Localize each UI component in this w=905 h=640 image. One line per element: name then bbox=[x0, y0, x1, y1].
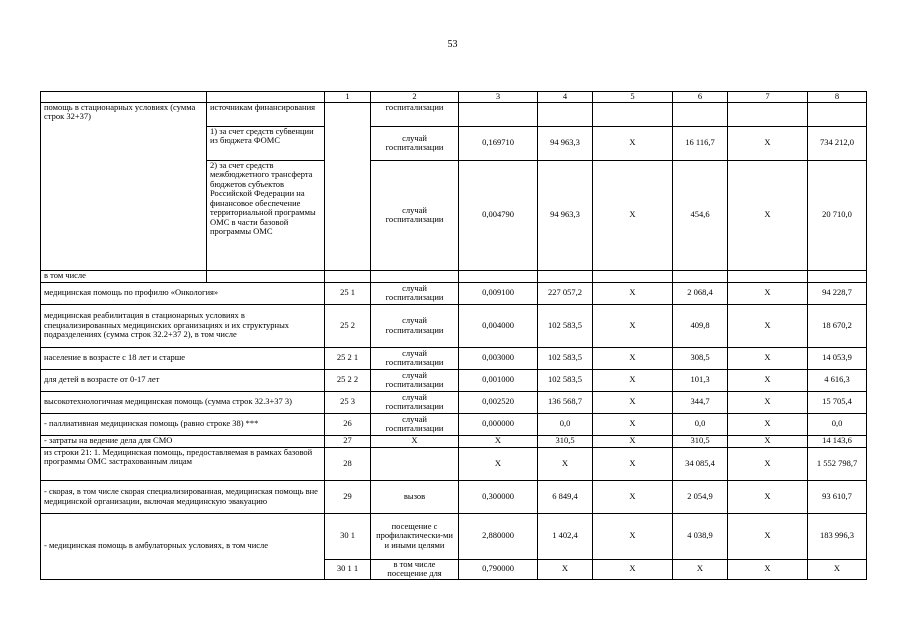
value-cell: X bbox=[728, 391, 808, 413]
row-number-cell: 25 1 bbox=[325, 282, 371, 304]
value-cell: X bbox=[728, 160, 808, 270]
value-cell bbox=[728, 102, 808, 126]
value-cell: X bbox=[728, 435, 808, 447]
value-cell: 16 116,7 bbox=[673, 126, 728, 160]
value-cell: X bbox=[728, 347, 808, 369]
value-cell: 0,002520 bbox=[459, 391, 538, 413]
row-label-ext bbox=[207, 270, 325, 282]
value-cell: 0,300000 bbox=[459, 480, 538, 513]
unit-cell: вызов bbox=[371, 480, 459, 513]
header-cell: 3 bbox=[459, 92, 538, 103]
table-row bbox=[41, 102, 867, 126]
value-cell: 310,5 bbox=[538, 435, 593, 447]
value-cell: 34 085,4 bbox=[673, 447, 728, 480]
value-cell: 0,004000 bbox=[459, 304, 538, 347]
value-cell: 183 996,3 bbox=[808, 513, 867, 559]
header-cell: 6 bbox=[673, 92, 728, 103]
value-cell bbox=[459, 102, 538, 126]
value-cell: X bbox=[593, 160, 673, 270]
table-row bbox=[41, 304, 867, 347]
header-cell: 7 bbox=[728, 92, 808, 103]
value-cell: X bbox=[593, 282, 673, 304]
header-cell: 2 bbox=[371, 92, 459, 103]
table-row bbox=[41, 480, 867, 513]
funding-source: 2) за счет средств межбюджетного трансферта бюджетов субъектов Российской Федерации на финансовое обеспечение территориальной программы ОМС в части базовой программы ОМС bbox=[207, 160, 325, 270]
value-cell: 734 212,0 bbox=[808, 126, 867, 160]
table-row bbox=[41, 347, 867, 369]
value-cell: 2,880000 bbox=[459, 513, 538, 559]
value-cell: 310,5 bbox=[673, 435, 728, 447]
row-number-cell: 30 1 bbox=[325, 513, 371, 559]
unit-cell: случай госпитализации bbox=[371, 369, 459, 391]
value-cell bbox=[593, 102, 673, 126]
value-cell: X bbox=[459, 435, 538, 447]
value-cell: 0,169710 bbox=[459, 126, 538, 160]
row-label: - паллиативная медицинская помощь (равно строке 38) *** bbox=[41, 413, 325, 435]
row-number-cell: 28 bbox=[325, 447, 371, 480]
value-cell: 2 054,9 bbox=[673, 480, 728, 513]
value-cell: 409,8 bbox=[673, 304, 728, 347]
value-cell: X bbox=[459, 447, 538, 480]
value-cell bbox=[673, 102, 728, 126]
value-cell: 4 616,3 bbox=[808, 369, 867, 391]
value-cell bbox=[538, 102, 593, 126]
value-cell: 0,009100 bbox=[459, 282, 538, 304]
value-cell: 102 583,5 bbox=[538, 347, 593, 369]
value-cell: X bbox=[728, 413, 808, 435]
row-number-cell: 30 1 1 bbox=[325, 559, 371, 579]
value-cell: X bbox=[728, 559, 808, 579]
unit-cell: случай госпитализации bbox=[371, 282, 459, 304]
value-cell: X bbox=[538, 559, 593, 579]
value-cell: X bbox=[808, 559, 867, 579]
value-cell: X bbox=[593, 513, 673, 559]
value-cell: 2 068,4 bbox=[673, 282, 728, 304]
column-number-row bbox=[41, 92, 867, 103]
value-cell: 4 038,9 bbox=[673, 513, 728, 559]
row-number-cell bbox=[325, 102, 371, 270]
header-cell: 4 bbox=[538, 92, 593, 103]
unit-cell: в том числе посещение для bbox=[371, 559, 459, 579]
value-cell: 14 053,9 bbox=[808, 347, 867, 369]
value-cell: X bbox=[728, 304, 808, 347]
row-label: - медицинская помощь в амбулаторных условиях, в том числе bbox=[41, 513, 325, 579]
value-cell: 18 670,2 bbox=[808, 304, 867, 347]
table-row bbox=[41, 435, 867, 447]
unit-cell: X bbox=[371, 435, 459, 447]
value-cell: 0,000000 bbox=[459, 413, 538, 435]
row-number-cell: 25 3 bbox=[325, 391, 371, 413]
value-cell bbox=[808, 270, 867, 282]
value-cell: 94 963,3 bbox=[538, 160, 593, 270]
value-cell: 0,001000 bbox=[459, 369, 538, 391]
unit-cell: случай госпитализации bbox=[371, 304, 459, 347]
value-cell: 15 705,4 bbox=[808, 391, 867, 413]
value-cell: X bbox=[593, 347, 673, 369]
unit-cell: случай госпитализации bbox=[371, 347, 459, 369]
page-number: 53 bbox=[447, 39, 458, 50]
table-row bbox=[41, 513, 867, 559]
row-label: из строки 21: 1. Медицинская помощь, предоставляемая в рамках базовой программы ОМС застрахованным лицам bbox=[41, 447, 325, 480]
funding-source: источникам финансирования bbox=[207, 102, 325, 126]
unit-cell: госпитализации bbox=[371, 102, 459, 126]
value-cell: 0,004790 bbox=[459, 160, 538, 270]
value-cell: 344,7 bbox=[673, 391, 728, 413]
unit-cell: случай госпитализации bbox=[371, 413, 459, 435]
unit-cell bbox=[371, 270, 459, 282]
table-row bbox=[41, 413, 867, 435]
header-cell: 8 bbox=[808, 92, 867, 103]
table-row bbox=[41, 282, 867, 304]
row-label: в том числе bbox=[41, 270, 207, 282]
value-cell: X bbox=[728, 513, 808, 559]
value-cell: 102 583,5 bbox=[538, 369, 593, 391]
value-cell bbox=[538, 270, 593, 282]
value-cell: X bbox=[538, 447, 593, 480]
unit-cell bbox=[371, 447, 459, 480]
row-label: - скорая, в том числе скорая специализированная, медицинская помощь вне медицинской организации, включая медицинскую эвакуацию bbox=[41, 480, 325, 513]
table-row bbox=[41, 391, 867, 413]
value-cell: 0,790000 bbox=[459, 559, 538, 579]
funding-source: 1) за счет средств субвенции из бюджета ФОМС bbox=[207, 126, 325, 160]
value-cell: 101,3 bbox=[673, 369, 728, 391]
value-cell: X bbox=[673, 559, 728, 579]
table-row bbox=[41, 447, 867, 480]
row-number-cell: 26 bbox=[325, 413, 371, 435]
value-cell: X bbox=[593, 435, 673, 447]
unit-cell: случай госпитализации bbox=[371, 391, 459, 413]
row-number-cell: 29 bbox=[325, 480, 371, 513]
header-cell-empty bbox=[41, 92, 207, 103]
value-cell: X bbox=[593, 369, 673, 391]
value-cell: X bbox=[728, 369, 808, 391]
value-cell: 0,0 bbox=[538, 413, 593, 435]
value-cell bbox=[808, 102, 867, 126]
row-label: медицинская помощь по профилю «Онкология» bbox=[41, 282, 325, 304]
value-cell bbox=[728, 270, 808, 282]
value-cell: 93 610,7 bbox=[808, 480, 867, 513]
value-cell: 454,6 bbox=[673, 160, 728, 270]
value-cell: X bbox=[593, 391, 673, 413]
value-cell: X bbox=[728, 282, 808, 304]
table-row bbox=[41, 369, 867, 391]
row-label: высокотехнологичная медицинская помощь (сумма строк 32.3+37 3) bbox=[41, 391, 325, 413]
value-cell: X bbox=[593, 126, 673, 160]
value-cell: 94 228,7 bbox=[808, 282, 867, 304]
value-cell: 1 402,4 bbox=[538, 513, 593, 559]
row-label: для детей в возрасте от 0-17 лет bbox=[41, 369, 325, 391]
value-cell: X bbox=[593, 413, 673, 435]
value-cell: 136 568,7 bbox=[538, 391, 593, 413]
value-cell: X bbox=[728, 480, 808, 513]
value-cell bbox=[459, 270, 538, 282]
value-cell: X bbox=[593, 559, 673, 579]
value-cell bbox=[673, 270, 728, 282]
value-cell: 94 963,3 bbox=[538, 126, 593, 160]
header-cell-empty bbox=[207, 92, 325, 103]
value-cell: X bbox=[593, 447, 673, 480]
value-cell: 14 143,6 bbox=[808, 435, 867, 447]
value-cell: 1 552 798,7 bbox=[808, 447, 867, 480]
row-label: население в возрасте с 18 лет и старше bbox=[41, 347, 325, 369]
value-cell: X bbox=[728, 126, 808, 160]
row-number-cell bbox=[325, 270, 371, 282]
value-cell bbox=[593, 270, 673, 282]
value-cell: 0,0 bbox=[673, 413, 728, 435]
row-label: помощь в стационарных условиях (сумма строк 32+37) bbox=[41, 102, 207, 270]
row-number-cell: 25 2 2 bbox=[325, 369, 371, 391]
value-cell: 20 710,0 bbox=[808, 160, 867, 270]
value-cell: 0,0 bbox=[808, 413, 867, 435]
value-cell: 0,003000 bbox=[459, 347, 538, 369]
value-cell: X bbox=[728, 447, 808, 480]
value-cell: X bbox=[593, 304, 673, 347]
header-cell: 5 bbox=[593, 92, 673, 103]
unit-cell: случай госпитализации bbox=[371, 160, 459, 270]
unit-cell: посещение с профилактически-ми и иными целями bbox=[371, 513, 459, 559]
value-cell: 308,5 bbox=[673, 347, 728, 369]
value-cell: 227 057,2 bbox=[538, 282, 593, 304]
row-number-cell: 25 2 bbox=[325, 304, 371, 347]
table-row bbox=[41, 270, 867, 282]
financing-table bbox=[40, 91, 867, 580]
value-cell: 102 583,5 bbox=[538, 304, 593, 347]
header-cell: 1 bbox=[325, 92, 371, 103]
row-number-cell: 27 bbox=[325, 435, 371, 447]
row-label: - затраты на ведение дела для СМО bbox=[41, 435, 325, 447]
row-label: медицинская реабилитация в стационарных условиях в специализированных медицинских организациях и их структурных подразделениях (сумма строк 32.2+37 2), в том числе bbox=[41, 304, 325, 347]
value-cell: X bbox=[593, 480, 673, 513]
value-cell: 6 849,4 bbox=[538, 480, 593, 513]
row-number-cell: 25 2 1 bbox=[325, 347, 371, 369]
unit-cell: случай госпитализации bbox=[371, 126, 459, 160]
